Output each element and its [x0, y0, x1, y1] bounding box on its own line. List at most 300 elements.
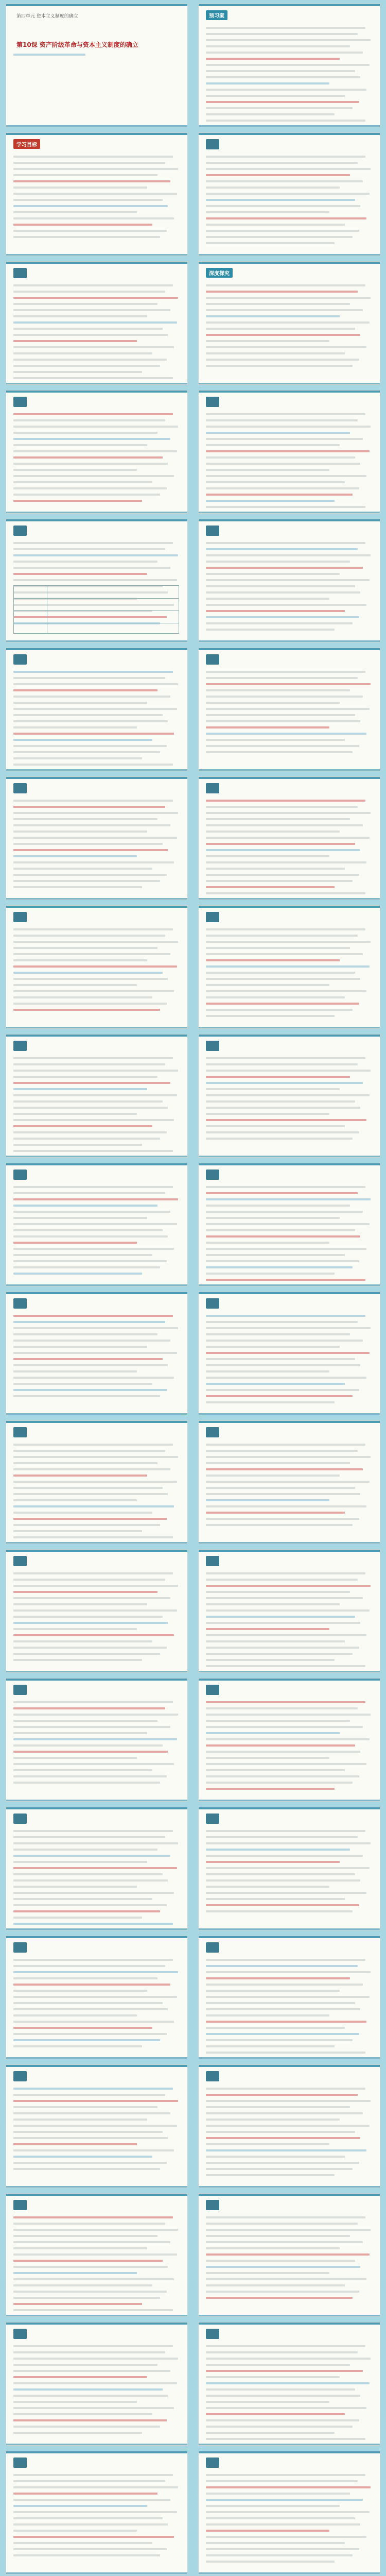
text-line-placeholder [206, 2027, 345, 2029]
text-line-placeholder [13, 2033, 167, 2035]
text-line-placeholder [13, 2156, 152, 2158]
slide-bottom-bar [6, 1542, 187, 1544]
slide-37 [6, 2323, 187, 2445]
text-line-placeholder [206, 284, 365, 286]
text-line-placeholder [206, 1487, 355, 1489]
text-line-placeholder [206, 751, 353, 753]
text-line-placeholder [13, 800, 173, 802]
text-line-placeholder [206, 671, 365, 673]
text-line-placeholder [206, 1138, 353, 1140]
slide-24 [199, 1421, 380, 1544]
slide-18 [199, 1035, 380, 1157]
text-line-placeholder [13, 456, 163, 459]
text-line-placeholder [206, 162, 358, 164]
text-line-placeholder [206, 303, 350, 305]
text-line-placeholder [13, 1150, 173, 1152]
text-line-placeholder [206, 720, 360, 722]
text-line-placeholder [13, 2388, 163, 2391]
book-icon [13, 2071, 27, 2081]
text-line-placeholder [13, 2407, 174, 2409]
text-line-placeholder [206, 2278, 366, 2280]
text-line-placeholder [206, 321, 370, 324]
slide-bottom-bar [199, 769, 380, 771]
text-line-placeholder [206, 1377, 366, 1379]
text-line-placeholder [206, 120, 365, 122]
text-line-placeholder [206, 1444, 365, 1446]
text-line-placeholder [206, 812, 371, 814]
text-line-placeholder [13, 1536, 173, 1538]
text-line-placeholder [206, 64, 370, 66]
text-line-placeholder [206, 1186, 365, 1188]
text-line-placeholder [13, 1456, 178, 1458]
text-line-placeholder [206, 187, 340, 189]
info-table [13, 585, 179, 634]
text-line-placeholder [13, 475, 174, 477]
text-line-placeholder [13, 928, 173, 930]
text-line-placeholder [13, 450, 177, 452]
text-line-placeholder [206, 561, 350, 563]
text-line-placeholder [206, 2156, 345, 2158]
text-line-placeholder [206, 996, 345, 998]
text-line-placeholder [206, 1984, 363, 1986]
text-line-placeholder [206, 242, 335, 244]
book-icon [13, 1427, 27, 1437]
text-line-placeholder [206, 959, 340, 961]
text-line-placeholder [206, 168, 371, 170]
text-line-placeholder [206, 174, 350, 176]
book-icon [13, 1685, 27, 1695]
slide-21 [6, 1292, 187, 1415]
text-line-placeholder [13, 2542, 152, 2544]
book-icon [13, 912, 27, 922]
text-line-placeholder [206, 1211, 363, 1213]
text-line-placeholder [13, 812, 178, 814]
text-line-placeholder [13, 818, 157, 820]
book-icon [206, 1556, 219, 1566]
text-line-placeholder [13, 1751, 168, 1753]
text-line-placeholder [13, 689, 157, 691]
slide-17 [6, 1035, 187, 1157]
text-line-placeholder [13, 1113, 137, 1115]
book-icon [13, 1041, 27, 1051]
text-line-placeholder [13, 868, 152, 870]
text-line-placeholder [206, 1088, 340, 1090]
text-line-placeholder [13, 371, 142, 373]
slide-top-bar [6, 906, 187, 908]
text-line-placeholder [13, 2112, 170, 2114]
text-line-placeholder [13, 236, 160, 238]
slide-top-bar [6, 777, 187, 779]
text-line-placeholder [206, 2542, 345, 2544]
text-line-placeholder [206, 1775, 359, 1777]
slide-top-bar [6, 1035, 187, 1037]
text-line-placeholder [13, 1996, 177, 1998]
text-line-placeholder [206, 978, 360, 980]
slide-bottom-bar [6, 2315, 187, 2316]
text-line-placeholder [206, 2241, 363, 2243]
text-line-placeholder [13, 1647, 167, 1649]
text-line-placeholder [206, 1009, 353, 1011]
text-line-placeholder [13, 1223, 177, 1225]
text-line-placeholder [206, 1481, 370, 1483]
text-line-placeholder [206, 52, 363, 54]
text-line-placeholder [13, 1493, 168, 1495]
text-line-placeholder [13, 1512, 152, 1514]
text-line-placeholder [13, 1855, 170, 1857]
text-line-placeholder [13, 2223, 165, 2225]
book-icon [13, 1170, 27, 1180]
text-line-placeholder [206, 1475, 340, 1477]
text-line-placeholder [13, 1984, 170, 1986]
text-line-placeholder [206, 70, 355, 72]
text-line-placeholder [206, 616, 359, 618]
text-line-placeholder [206, 1223, 370, 1225]
text-line-placeholder [13, 1977, 157, 1979]
slide-6 [199, 262, 380, 384]
book-icon [13, 1942, 27, 1953]
text-line-placeholder [206, 2413, 345, 2415]
text-line-placeholder [13, 1468, 170, 1470]
text-line-placeholder [13, 1873, 163, 1875]
slide-9 [6, 519, 187, 642]
text-line-placeholder [13, 340, 137, 342]
slide-bottom-bar [199, 2057, 380, 2059]
text-line-placeholder [206, 2021, 366, 2023]
text-line-placeholder [206, 413, 365, 415]
text-line-placeholder [13, 1125, 152, 1127]
text-line-placeholder [13, 2088, 173, 2090]
text-line-placeholder [13, 1714, 178, 1716]
text-line-placeholder [206, 1383, 345, 1385]
text-line-placeholder [13, 1659, 142, 1661]
text-line-placeholder [206, 2045, 335, 2047]
text-line-placeholder [206, 113, 335, 115]
text-line-placeholder [206, 1094, 370, 1096]
text-line-placeholder [13, 1524, 160, 1526]
slide-bottom-bar [6, 769, 187, 771]
text-line-placeholder [206, 309, 363, 311]
text-line-placeholder [206, 1873, 355, 1875]
text-line-placeholder [13, 1622, 168, 1624]
slide-2 [199, 4, 380, 127]
text-line-placeholder [13, 751, 160, 753]
slide-header: 第四单元 资本主义制度的确立 [16, 14, 78, 19]
text-line-placeholder [206, 1659, 335, 1661]
text-line-placeholder [13, 880, 160, 882]
text-line-placeholder [13, 1352, 177, 1354]
text-line-placeholder [13, 1327, 178, 1329]
text-line-placeholder [13, 1892, 174, 1894]
text-line-placeholder [206, 1119, 366, 1121]
text-line-placeholder [206, 2008, 360, 2010]
slide-12 [199, 648, 380, 771]
text-line-placeholder [206, 1653, 353, 1655]
text-line-placeholder [13, 334, 168, 336]
book-icon [206, 783, 219, 793]
section-badge: 深度探究 [206, 268, 233, 278]
text-line-placeholder [13, 1273, 142, 1275]
book-icon [206, 1170, 219, 1180]
text-line-placeholder [206, 494, 353, 496]
text-line-placeholder [206, 1861, 340, 1863]
book-icon [13, 268, 27, 278]
text-line-placeholder [13, 1959, 173, 1961]
text-line-placeholder [206, 2493, 350, 2495]
text-line-placeholder [206, 1720, 350, 1722]
text-line-placeholder [13, 2235, 157, 2237]
text-line-placeholder [206, 2407, 366, 2409]
text-line-placeholder [206, 2094, 358, 2096]
text-line-placeholder [13, 199, 163, 201]
slide-top-bar [6, 1163, 187, 1165]
text-line-placeholder [13, 554, 178, 556]
text-line-placeholder [13, 1775, 167, 1777]
slide-bottom-bar [199, 383, 380, 384]
text-line-placeholder [206, 315, 340, 317]
text-line-placeholder [206, 1782, 353, 1784]
text-line-placeholder [206, 837, 370, 839]
text-line-placeholder [206, 1640, 345, 1642]
text-line-placeholder [206, 1769, 345, 1771]
text-line-placeholder [206, 1910, 353, 1912]
text-line-placeholder [13, 1782, 160, 1784]
slide-bottom-bar [199, 2186, 380, 2188]
text-line-placeholder [13, 2474, 173, 2476]
slide-top-bar [199, 1679, 380, 1681]
slide-top-bar [199, 1292, 380, 1294]
text-line-placeholder [206, 2033, 359, 2035]
text-line-placeholder [13, 1358, 163, 1360]
text-line-placeholder [13, 2266, 168, 2268]
slide-top-bar [6, 2323, 187, 2325]
text-line-placeholder [206, 1879, 360, 1882]
text-line-placeholder [206, 2474, 365, 2476]
text-line-placeholder [13, 1340, 170, 1342]
text-line-placeholder [13, 2419, 167, 2421]
text-line-placeholder [206, 1996, 370, 1998]
text-line-placeholder [13, 2376, 147, 2378]
text-line-placeholder [13, 1910, 160, 1912]
text-line-placeholder [13, 1248, 174, 1250]
text-line-placeholder [206, 2143, 329, 2145]
text-line-placeholder [206, 1205, 350, 1207]
text-line-placeholder [13, 745, 167, 747]
text-line-placeholder [206, 1389, 359, 1391]
text-line-placeholder [206, 984, 329, 986]
text-line-placeholder [13, 1131, 167, 1133]
text-line-placeholder [206, 1063, 358, 1065]
text-line-placeholder [13, 1505, 174, 1507]
text-line-placeholder [13, 702, 147, 704]
text-line-placeholder [206, 500, 335, 502]
text-line-placeholder [206, 1235, 360, 1238]
text-line-placeholder [206, 1100, 355, 1103]
text-line-placeholder [206, 89, 366, 91]
text-line-placeholder [13, 965, 177, 968]
book-icon [206, 1814, 219, 1824]
text-line-placeholder [206, 1512, 345, 1514]
text-line-placeholder [13, 2094, 165, 2096]
text-line-placeholder [206, 2511, 370, 2513]
text-line-placeholder [206, 2517, 355, 2519]
text-line-placeholder [206, 2247, 340, 2249]
slide-bottom-bar [6, 254, 187, 256]
text-line-placeholder [206, 1217, 340, 1219]
text-line-placeholder [13, 2486, 178, 2488]
text-line-placeholder [13, 1744, 163, 1747]
text-line-placeholder [206, 1346, 340, 1348]
text-line-placeholder [13, 2278, 174, 2280]
table-row-divider [14, 598, 179, 599]
text-line-placeholder [13, 2432, 142, 2434]
text-line-placeholder [206, 548, 358, 550]
text-line-placeholder [13, 764, 173, 766]
text-line-placeholder [206, 892, 365, 894]
text-line-placeholder [13, 720, 168, 722]
slide-top-bar [199, 2323, 380, 2325]
text-line-placeholder [206, 2260, 355, 2262]
text-line-placeholder [13, 972, 163, 974]
text-line-placeholder [13, 1254, 152, 1256]
text-line-placeholder [206, 542, 365, 544]
book-icon [13, 1814, 27, 1824]
text-line-placeholder [13, 1450, 165, 1452]
text-line-placeholder [206, 2536, 366, 2538]
text-line-placeholder [206, 2395, 360, 2397]
text-line-placeholder [13, 1836, 165, 1838]
text-line-placeholder [13, 2027, 152, 2029]
text-line-placeholder [206, 1505, 366, 1507]
slide-top-bar [199, 4, 380, 6]
text-line-placeholder [206, 806, 358, 808]
text-line-placeholder [13, 2395, 168, 2397]
text-line-placeholder [206, 1518, 359, 1520]
text-line-placeholder [13, 1609, 177, 1612]
text-line-placeholder [206, 444, 340, 446]
text-line-placeholder [206, 1395, 353, 1397]
slide-top-bar [199, 1163, 380, 1165]
text-line-placeholder [206, 1628, 329, 1630]
text-line-placeholder [13, 1063, 165, 1065]
text-line-placeholder [206, 1965, 358, 1967]
text-line-placeholder [206, 1370, 329, 1372]
slide-bottom-bar [6, 383, 187, 384]
text-line-placeholder [206, 1279, 365, 1281]
text-line-placeholder [206, 733, 366, 735]
text-line-placeholder [206, 965, 370, 968]
text-line-placeholder [13, 419, 165, 421]
text-line-placeholder [206, 2426, 353, 2428]
text-line-placeholder [13, 1475, 147, 1477]
text-line-placeholder [206, 2548, 359, 2550]
text-line-placeholder [206, 2088, 365, 2090]
text-line-placeholder [13, 1720, 157, 1722]
text-line-placeholder [206, 2297, 353, 2299]
text-line-placeholder [206, 1572, 365, 1574]
text-line-placeholder [13, 996, 152, 998]
text-line-placeholder [206, 2002, 355, 2004]
text-line-placeholder [13, 1707, 165, 1709]
text-line-placeholder [206, 1192, 358, 1194]
text-line-placeholder [13, 1205, 157, 1207]
text-line-placeholder [13, 990, 174, 992]
text-line-placeholder [13, 2426, 160, 2428]
text-line-placeholder [206, 579, 370, 581]
text-line-placeholder [13, 2517, 163, 2519]
text-line-placeholder [13, 935, 165, 937]
text-line-placeholder [13, 824, 170, 826]
book-icon [206, 1298, 219, 1309]
slide-bottom-bar [199, 125, 380, 127]
slide-28 [199, 1679, 380, 1801]
text-line-placeholder [206, 990, 366, 992]
text-line-placeholder [13, 2260, 163, 2262]
text-line-placeholder [13, 230, 167, 232]
text-line-placeholder [13, 2143, 137, 2145]
text-line-placeholder [13, 2370, 170, 2372]
slide-bottom-bar [199, 2444, 380, 2445]
text-line-placeholder [206, 1977, 350, 1979]
text-line-placeholder [13, 2364, 157, 2366]
text-line-placeholder [13, 806, 165, 808]
book-icon [13, 1298, 27, 1309]
slide-22 [199, 1292, 380, 1415]
slide-top-bar [199, 777, 380, 779]
text-line-placeholder [13, 2168, 160, 2170]
text-line-placeholder [13, 1732, 147, 1734]
text-line-placeholder [206, 432, 350, 434]
text-line-placeholder [206, 365, 353, 367]
text-line-placeholder [206, 2125, 370, 2127]
text-line-placeholder [206, 1714, 371, 1716]
text-line-placeholder [206, 2149, 366, 2151]
text-line-placeholder [206, 1849, 350, 1851]
book-icon [206, 526, 219, 536]
text-line-placeholder [13, 2039, 160, 2041]
text-line-placeholder [206, 677, 358, 679]
text-line-placeholder [206, 708, 370, 710]
text-line-placeholder [13, 1088, 147, 1090]
text-line-placeholder [206, 199, 355, 201]
text-line-placeholder [13, 1100, 163, 1103]
text-line-placeholder [13, 500, 142, 502]
text-line-placeholder [13, 708, 177, 710]
text-line-placeholder [13, 2554, 160, 2556]
text-line-placeholder [13, 297, 178, 299]
slide-top-bar [6, 1679, 187, 1681]
text-line-placeholder [206, 2364, 350, 2366]
text-line-placeholder [206, 2486, 371, 2488]
text-line-placeholder [13, 1321, 165, 1323]
text-line-placeholder [206, 2499, 363, 2501]
text-line-placeholder [206, 591, 360, 594]
text-line-placeholder [13, 444, 147, 446]
slide-bottom-bar [6, 898, 187, 900]
text-line-placeholder [13, 463, 168, 465]
text-line-placeholder [206, 224, 345, 226]
slide-top-bar [6, 1550, 187, 1552]
text-line-placeholder [206, 886, 335, 888]
text-line-placeholder [206, 1836, 358, 1838]
text-line-placeholder [13, 671, 173, 673]
text-line-placeholder [206, 1468, 363, 1470]
text-line-placeholder [206, 2112, 363, 2114]
text-line-placeholder [206, 1842, 371, 1844]
text-line-placeholder [206, 2370, 363, 2372]
text-line-placeholder [13, 714, 163, 716]
text-line-placeholder [13, 1094, 177, 1096]
text-line-placeholder [13, 174, 157, 176]
